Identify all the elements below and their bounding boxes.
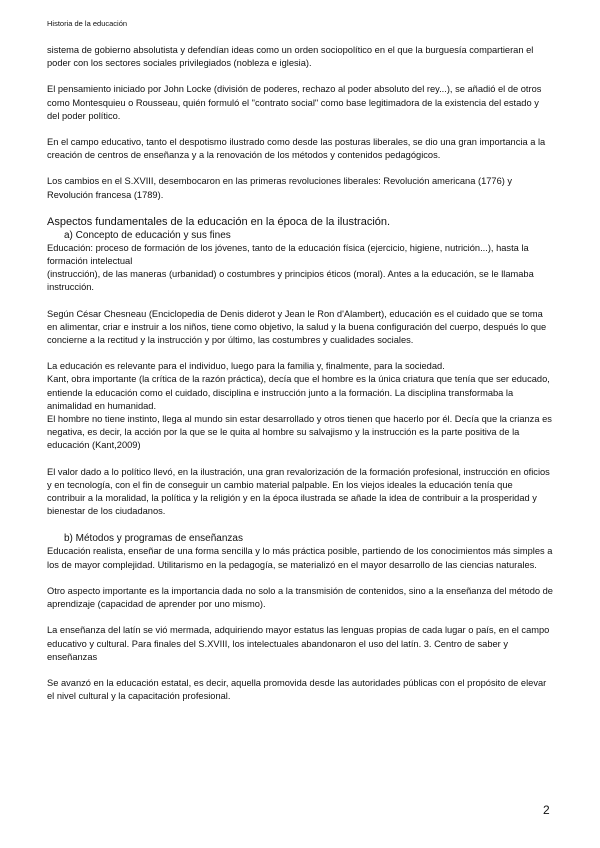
paragraph: Kant, obra importante (la crítica de la razón práctica), decía que el hombre es la única criatura que tenía que ser educado, entiende la educación como el cuidado, disciplina e instrucción junto a la formación. La disciplina transformaba la animalidad en humanidad. [47, 374, 550, 411]
paragraph: Los cambios en el S.XVIII, desembocaron en las primeras revoluciones liberales: Revolución americana (1776) y Revolución francesa (1789). [47, 176, 513, 200]
paragraph: Educación: proceso de formación de los jóvenes, tanto de la educación física (ejercicio, higiene, nutrición...), hasta la formación intelectual [47, 242, 529, 267]
page-header: Historia de la educación [47, 19, 128, 28]
section-heading: Aspectos fundamentales de la educación en la época de la ilustración. [47, 215, 391, 228]
paragraph: El pensamiento iniciado por John Locke (división de poderes, rechazo al poder absoluto del rey...), se añadió el de otros como Montesquieu o Rousseau, quién formuló el "contrato social" como base legitimadora de la existencia del estado y del poder político. [47, 84, 542, 121]
paragraph: La educación es relevante para el individuo, luego para la familia y, finalmente, para la sociedad. [47, 361, 445, 372]
paragraph: Educación realista, enseñar de una forma sencilla y lo más práctica posible, partiendo de los conocimientos más simples a los de mayor complejidad. Utilitarismo en la pedagogía, se materializó en el mayor desarrollo de las ciencias naturales. [47, 546, 553, 570]
paragraph: (instrucción), de las maneras (urbanidad) o costumbres y principios éticos (moral). Antes a la educación, se le llamaba instrucción. [47, 269, 534, 293]
paragraph: En el campo educativo, tanto el despotismo ilustrado como desde las posturas liberales, se dio una gran importancia a la creación de centros de enseñanza y a la renovación de los métodos y contenidos pedagógicos. [47, 137, 546, 161]
page-number: 2 [543, 803, 550, 817]
paragraph: Otro aspecto importante es la importancia dada no solo a la transmisión de contenidos, sino a la enseñanza del método de aprendizaje (capacidad de aprender por uno mismo). [47, 585, 553, 610]
subsection-heading: b) Métodos y programas de enseñanzas [64, 533, 243, 545]
paragraph: sistema de gobierno absolutista y defendían ideas como un orden sociopolítico en el que la burguesía compartieran el poder con los sectores sociales privilegiados (nobleza e iglesia). [47, 45, 534, 69]
paragraph: El valor dado a lo político llevó, en la ilustración, una gran revalorización de la formación profesional, instrucción en oficios y en tecnología, con el fin de conseguir un cambio material palpable. En los viejos ideales la educación tenía que contribuir a la moralidad, la política y la religión y en la época ilustrada se añade la idea de contribuir a la prosperidad y bienestar de los ciudadanos. [47, 466, 550, 517]
paragraph: El hombre no tiene instinto, llega al mundo sin estar desarrollado y otros tienen que hacerlo por él. Decía que la crianza es negativa, es decir, la acción por la que se le quita al hombre su salvajismo y la instrucción es la parte positiva de la educación (Kant,2009) [47, 414, 552, 451]
subsection-heading: a) Concepto de educación y sus fines [64, 229, 231, 241]
paragraph: Se avanzó en la educación estatal, es decir, aquella promovida desde las autoridades públicas con el propósito de elevar el nivel cultural y la capacitación profesional. [47, 677, 547, 702]
paragraph: La enseñanza del latín se vió mermada, adquiriendo mayor estatus las lenguas propias de cada lugar o país, en el campo educativo y cultural. Para finales del S.XVIII, los intelectuales abandonaron el uso del latín. 3. Centro de saber y enseñanzas [47, 625, 550, 662]
document-body [47, 44, 553, 703]
paragraph: Según César Chesneau (Enciclopedia de Denis diderot y Jean le Ron d'Alambert), educación es el cuidado que se toma en alimentar, criar e instruir a los niños, tiene como objetivo, la salud y la buena configuración del cuerpo, después lo que concierne a la rectitud y la instrucción y por último, las costumbres y cualidades sociales. [47, 308, 547, 346]
